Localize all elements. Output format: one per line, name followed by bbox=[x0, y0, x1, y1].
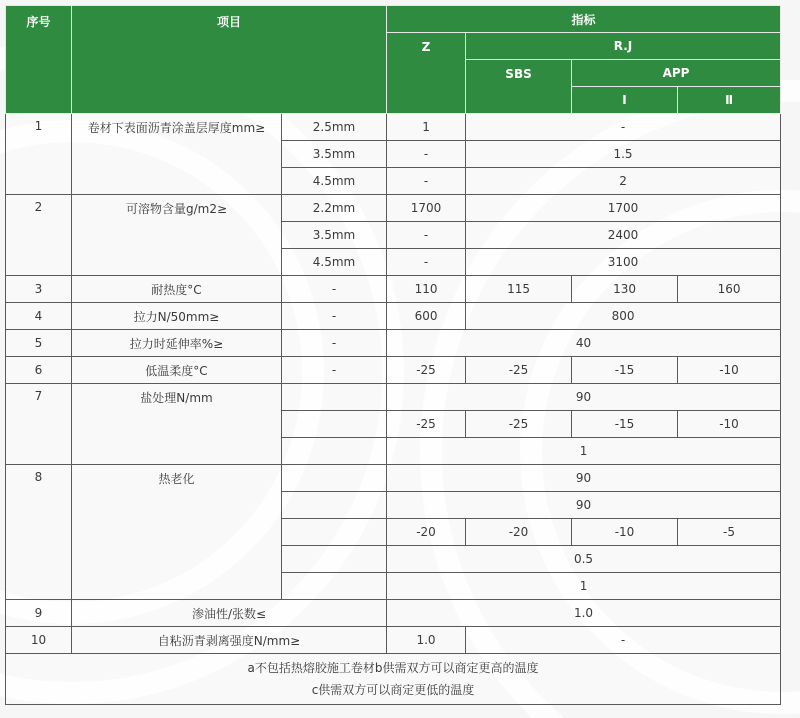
table-row bbox=[6, 330, 781, 357]
table-row bbox=[6, 114, 781, 141]
header-indicator: 指标 bbox=[387, 6, 781, 33]
cell-app-i: -15 bbox=[572, 411, 678, 438]
cell-rj: 2400 bbox=[466, 222, 781, 249]
cell-sub bbox=[282, 384, 387, 411]
cell-sbs: -25 bbox=[466, 411, 572, 438]
cell-num: 6 bbox=[6, 357, 72, 384]
cell-sub bbox=[282, 465, 387, 492]
cell-num: 7 bbox=[6, 384, 72, 465]
cell-sub: - bbox=[282, 330, 387, 357]
cell-rj: 3100 bbox=[466, 249, 781, 276]
cell-rj: - bbox=[466, 114, 781, 141]
cell-z: -25 bbox=[387, 411, 466, 438]
header-sbs: SBS bbox=[466, 60, 572, 114]
cell-sub: 3.5mm bbox=[282, 222, 387, 249]
cell-rj: 1700 bbox=[466, 195, 781, 222]
cell-sub: - bbox=[282, 303, 387, 330]
cell-sub: - bbox=[282, 276, 387, 303]
cell-app-ii: -10 bbox=[678, 411, 781, 438]
cell-num: 5 bbox=[6, 330, 72, 357]
cell-z: -25 bbox=[387, 357, 466, 384]
header-app-i: Ⅰ bbox=[572, 87, 678, 114]
notes-row bbox=[6, 654, 781, 705]
cell-sbs: 115 bbox=[466, 276, 572, 303]
cell-num: 3 bbox=[6, 276, 72, 303]
cell-all: 90 bbox=[387, 492, 781, 519]
header-seq: 序号 bbox=[6, 6, 72, 114]
cell-item: 热老化 bbox=[72, 465, 282, 600]
cell-item: 盐处理N/mm bbox=[72, 384, 282, 465]
cell-z: 110 bbox=[387, 276, 466, 303]
cell-all: 40 bbox=[387, 330, 781, 357]
table-row bbox=[6, 195, 781, 222]
cell-rj: 1.5 bbox=[466, 141, 781, 168]
note-line: a不包括热熔胶施工卷材b供需双方可以商定更高的温度 bbox=[247, 661, 539, 675]
cell-sub: 2.5mm bbox=[282, 114, 387, 141]
cell-app-i: 130 bbox=[572, 276, 678, 303]
cell-item: 耐热度°C bbox=[72, 276, 282, 303]
cell-sub bbox=[282, 411, 387, 438]
cell-rj: 800 bbox=[466, 303, 781, 330]
header-app: APP bbox=[572, 60, 781, 87]
cell-app-i: -10 bbox=[572, 519, 678, 546]
table-row bbox=[6, 276, 781, 303]
cell-num: 4 bbox=[6, 303, 72, 330]
cell-app-ii: -10 bbox=[678, 357, 781, 384]
cell-item: 拉力N/50mm≥ bbox=[72, 303, 282, 330]
cell-num: 8 bbox=[6, 465, 72, 600]
table-row bbox=[6, 384, 781, 411]
cell-all: 0.5 bbox=[387, 546, 781, 573]
table-row bbox=[6, 465, 781, 492]
cell-z: -20 bbox=[387, 519, 466, 546]
cell-sub: 4.5mm bbox=[282, 168, 387, 195]
cell-all: 90 bbox=[387, 465, 781, 492]
cell-sbs: -25 bbox=[466, 357, 572, 384]
cell-num: 9 bbox=[6, 600, 72, 627]
cell-num: 10 bbox=[6, 627, 72, 654]
cell-rj: - bbox=[466, 627, 781, 654]
table-row bbox=[6, 303, 781, 330]
header-rj: R.J bbox=[466, 33, 781, 60]
header-row bbox=[6, 6, 781, 33]
table-row bbox=[6, 600, 781, 627]
cell-app-ii: 160 bbox=[678, 276, 781, 303]
spec-table bbox=[5, 5, 781, 705]
cell-num: 1 bbox=[6, 114, 72, 195]
header-item: 项目 bbox=[72, 6, 387, 114]
cell-z: - bbox=[387, 249, 466, 276]
notes-cell bbox=[6, 654, 781, 705]
cell-all: 1.0 bbox=[387, 600, 781, 627]
cell-sub bbox=[282, 546, 387, 573]
cell-sub: 4.5mm bbox=[282, 249, 387, 276]
header-app-ii: Ⅱ bbox=[678, 87, 781, 114]
header-z: Z bbox=[387, 33, 466, 114]
cell-all: 1 bbox=[387, 438, 781, 465]
cell-z: - bbox=[387, 222, 466, 249]
cell-z: 1.0 bbox=[387, 627, 466, 654]
cell-z: - bbox=[387, 168, 466, 195]
note-line: c供需双方可以商定更低的温度 bbox=[311, 683, 475, 697]
cell-all: 90 bbox=[387, 384, 781, 411]
cell-z: - bbox=[387, 141, 466, 168]
cell-sub bbox=[282, 573, 387, 600]
cell-app-i: -15 bbox=[572, 357, 678, 384]
cell-rj: 2 bbox=[466, 168, 781, 195]
cell-sub bbox=[282, 438, 387, 465]
cell-z: 600 bbox=[387, 303, 466, 330]
cell-item: 可溶物含量g/m2≥ bbox=[72, 195, 282, 276]
table-row bbox=[6, 357, 781, 384]
cell-sub: - bbox=[282, 357, 387, 384]
cell-all: 1 bbox=[387, 573, 781, 600]
cell-z: 1700 bbox=[387, 195, 466, 222]
cell-item: 渗油性/张数≤ bbox=[72, 600, 387, 627]
cell-sub bbox=[282, 492, 387, 519]
cell-app-ii: -5 bbox=[678, 519, 781, 546]
cell-sub: 2.2mm bbox=[282, 195, 387, 222]
cell-sub: 3.5mm bbox=[282, 141, 387, 168]
cell-z: 1 bbox=[387, 114, 466, 141]
cell-item: 自粘沥青剥离强度N/mm≥ bbox=[72, 627, 387, 654]
cell-item: 卷材下表面沥青涂盖层厚度mm≥ bbox=[72, 114, 282, 195]
table-row bbox=[6, 627, 781, 654]
cell-num: 2 bbox=[6, 195, 72, 276]
cell-item: 拉力时延伸率%≥ bbox=[72, 330, 282, 357]
cell-item: 低温柔度°C bbox=[72, 357, 282, 384]
cell-sub bbox=[282, 519, 387, 546]
cell-sbs: -20 bbox=[466, 519, 572, 546]
